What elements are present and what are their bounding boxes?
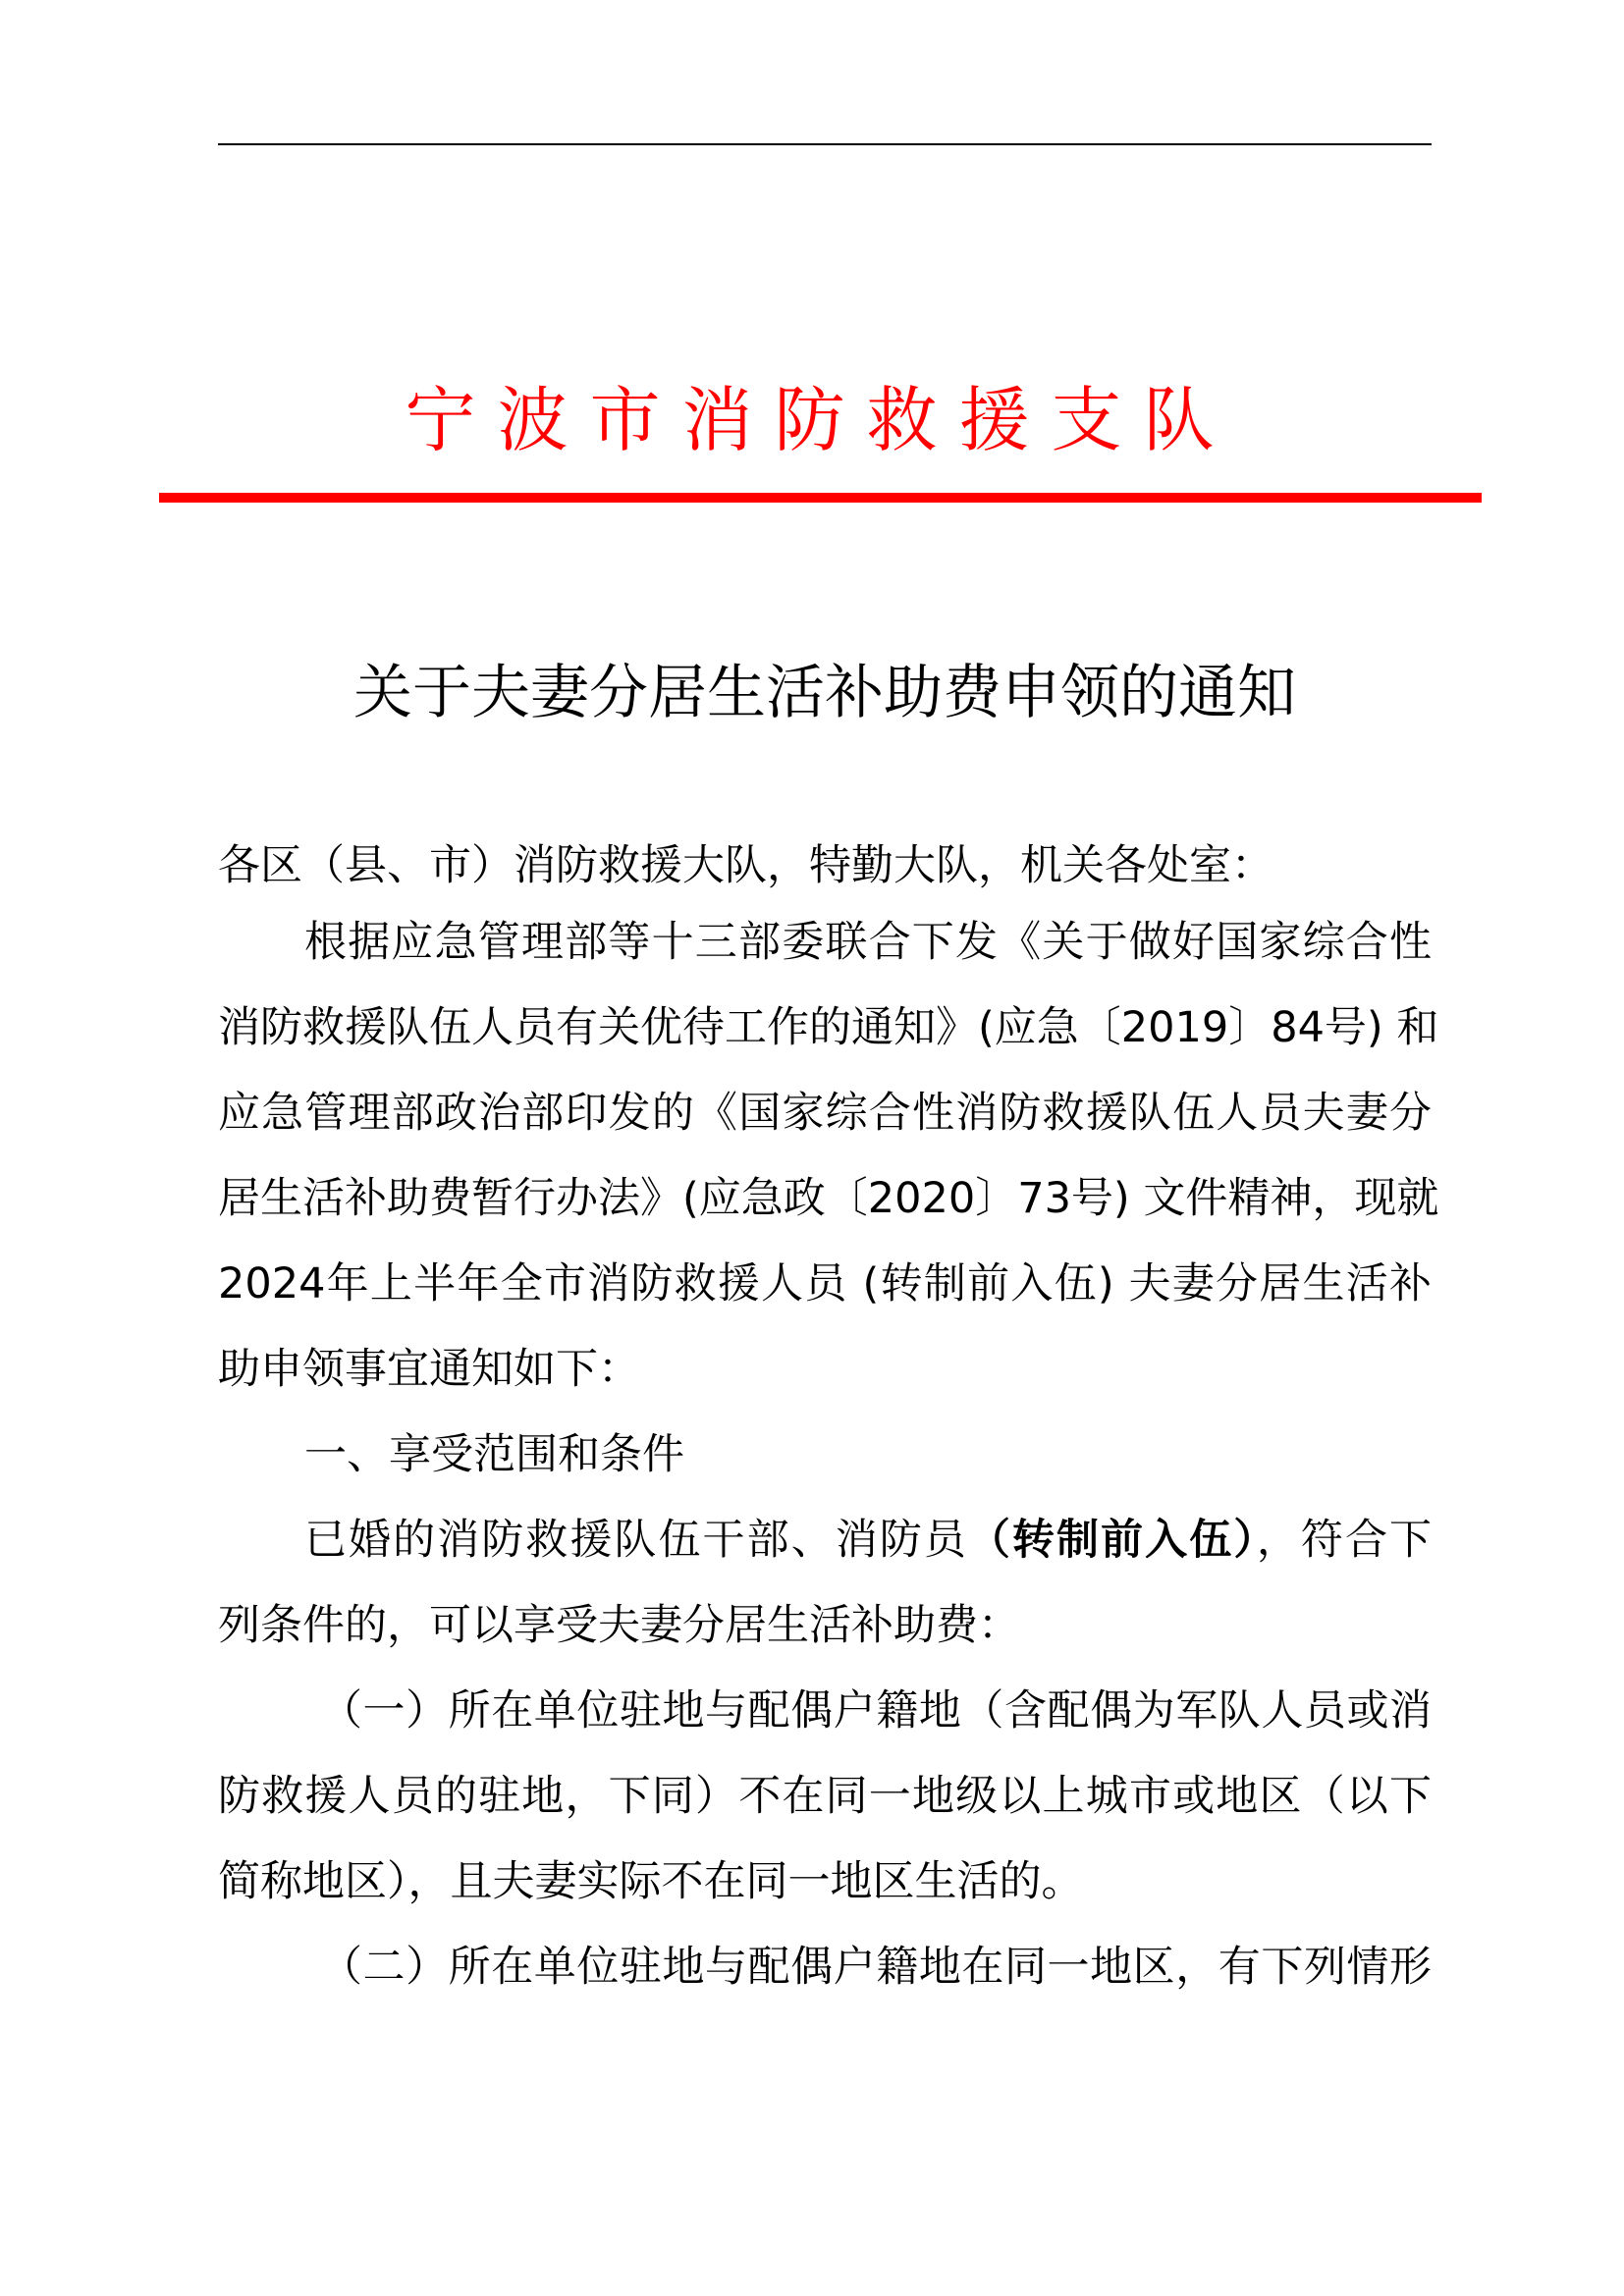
organization-name: 宁波市消防救援支队	[405, 379, 1236, 461]
paragraph-line: 列条件的，可以享受夫妻分居生活补助费：	[218, 1601, 1020, 1650]
addressee: 各区（县、市）消防救援大队，特勤大队，机关各处室：	[218, 841, 1273, 890]
text-segment: 已婚的消防救援队伍干部、消防员	[304, 1516, 968, 1565]
paragraph-line: 根据应急管理部等十三部委联合下发《关于做好国家综合性	[304, 918, 1432, 967]
list-item-line: 防救援人员的驻地，下同）不在同一地级以上城市或地区（以下	[218, 1772, 1432, 1821]
document-title: 关于夫妻分居生活补助费申领的通知	[353, 659, 1296, 727]
list-item-line: （一）所在单位驻地与配偶户籍地（含配偶为军队人员或消	[320, 1686, 1432, 1735]
list-item-line: 简称地区），且夫妻实际不在同一地区生活的。	[218, 1857, 1084, 1906]
bold-text-segment: （转制前入伍）	[967, 1516, 1257, 1565]
paragraph-line: 2024年上半年全市消防救援人员 (转制前入伍) 夫妻分居生活补	[218, 1259, 1432, 1308]
red-header-rule	[159, 493, 1482, 503]
paragraph-line	[218, 1511, 1432, 1570]
header-rule	[218, 143, 1432, 145]
section-heading: 一、享受范围和条件	[304, 1430, 684, 1479]
paragraph-line: 消防救援队伍人员有关优待工作的通知》(应急〔2019〕84号) 和	[218, 1003, 1439, 1052]
text-segment: ，符合下	[1256, 1516, 1433, 1565]
paragraph-line: 助申领事宜通知如下：	[218, 1345, 640, 1394]
paragraph-line: 居生活补助费暂行办法》(应急政〔2020〕73号) 文件精神，现就	[218, 1174, 1439, 1223]
list-item-line: （二）所在单位驻地与配偶户籍地在同一地区，有下列情形	[320, 1943, 1432, 1992]
paragraph-line: 应急管理部政治部印发的《国家综合性消防救援队伍人员夫妻分	[218, 1089, 1432, 1138]
